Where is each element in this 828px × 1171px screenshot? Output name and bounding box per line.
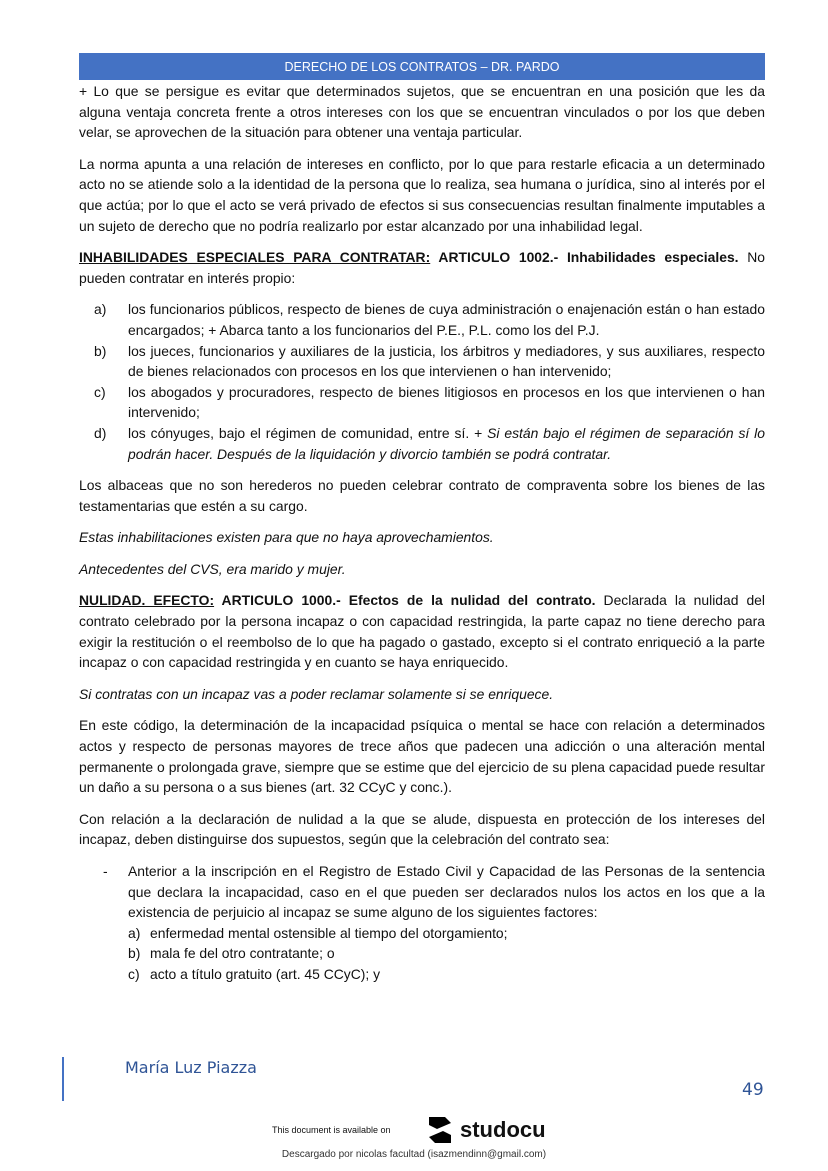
list-text: mala fe del otro contratante; o (150, 945, 335, 962)
list-text: enfermedad mental ostensible al tiempo del otorgamiento; (150, 924, 508, 941)
list-text: los abogados y procuradores, respecto de bienes litigiosos en procesos en los que intervienen o han intervenido; (128, 383, 765, 421)
paragraph (79, 590, 765, 672)
article-title: ARTICULO 1000.- Efectos de la nulidad del contrato. (214, 592, 596, 609)
paragraph: Los albaceas que no son herederos no pueden celebrar contrato de compraventa sobre los bienes de las testamentarias que estén a su cargo. (79, 477, 765, 514)
document-body (79, 81, 765, 985)
list-text: los jueces, funcionarios y auxiliares de la justicia, los árbitros y mediadores, y sus auxiliares, respecto de bienes relacionados con procesos en los que intervienen o han intervenido; (128, 342, 765, 380)
section-heading: NULIDAD. EFECTO: (79, 592, 215, 609)
list-item (79, 861, 765, 985)
list-item (128, 943, 765, 964)
availability-text: This document is available on (272, 1125, 391, 1135)
list-item (79, 299, 765, 340)
list-marker: b) (94, 342, 107, 359)
paragraph: La norma apunta a una relación de intereses en conflicto, por lo que para restarle eficacia a un determinado acto no se atiende solo a la identidad de la persona que lo realiza, sea humana o jurídica, sino al interés por el que actúa; por lo que el acto se verá privado de efectos si sus consecuencias resultan finalmente imputables a un sujeto de derecho que no podría realizarlo por estar alcanzado por una inhabilidad legal. (79, 155, 765, 234)
list-text: Anterior a la inscripción en el Registro de Estado Civil y Capacidad de las Personas de la sentencia que declara la incapacidad, caso en el que pueden ser declarados nulos los actos en los que a la existencia de perjuicio al incapaz se sume alguno de los siguientes factores: (128, 863, 765, 921)
page-header: DERECHO DE LOS CONTRATOS – DR. PARDO (79, 53, 765, 80)
footer-divider (62, 1057, 64, 1101)
paragraph (79, 247, 765, 288)
paragraph: Estas inhabilitaciones existen para que no haya aprovechamientos. (79, 529, 494, 546)
list-marker: a) (94, 301, 107, 318)
footer-author: María Luz Piazza (125, 1058, 257, 1077)
list-marker: a) (128, 924, 141, 941)
download-notice: Descargado por nicolas facultad (isazmendinn@gmail.com) (281, 1149, 547, 1160)
list-inhabilidades (79, 299, 765, 464)
list-item (79, 382, 765, 423)
paragraph-text: Declarada la nulidad del contrato celebrado por la persona incapaz o con capacidad restringida, la parte capaz no tiene derecho para exigir la restitución o el reembolso de lo que ha pagado o gastado, excepto si el contrato enriqueció a la parte incapaz o con capacidad restringida y en cuanto se haya enriquecido. (79, 592, 765, 671)
studocu-logo-icon (423, 1113, 457, 1147)
list-marker: d) (94, 424, 107, 441)
list-item (79, 423, 765, 464)
list-text-italic: Si están bajo el régimen de separación sí lo podrán hacer. Después de la liquidación y divorcio también se podrá contratar. (128, 424, 765, 462)
list-marker: c) (128, 965, 140, 982)
list-marker: c) (94, 383, 106, 400)
list-text: los cónyuges, bajo el régimen de comunidad, entre sí. + (128, 424, 488, 441)
paragraph: En este código, la determinación de la incapacidad psíquica o mental se hace con relación a determinados actos y respecto de personas mayores de trece años que padecen una adicción o una alteración mental permanente o prolongada grave, siempre que se estime que del ejercicio de su plena capacidad puede resultar un daño a su persona o a sus bienes (art. 32 CCyC y conc.). (79, 717, 765, 796)
list-text: los funcionarios públicos, respecto de bienes de cuya administración o enajenación están o han estado encargados; + Abarca tanto a los funcionarios del P.E., P.L. como los del P.J. (128, 301, 765, 338)
paragraph: + Lo que se persigue es evitar que determinados sujetos, que se encuentran en una posición que les da alguna ventaja concreta frente a otros intereses con los que se encuentran vinculados o por los que deben velar, se aprovechen de la situación para obtener una ventaja particular. (79, 83, 765, 141)
list-marker: b) (128, 945, 141, 962)
article-title: ARTICULO 1002.- Inhabilidades especiales. (430, 249, 739, 266)
list-text: acto a título gratuito (art. 45 CCyC); y (150, 965, 381, 982)
list-item (128, 964, 765, 985)
studocu-brand: studocu (460, 1117, 546, 1142)
paragraph-text: No pueden contratar en interés propio: (79, 249, 765, 286)
list-item (128, 923, 765, 944)
sub-list (128, 923, 765, 985)
list-marker: - (103, 863, 108, 879)
section-heading: INHABILIDADES ESPECIALES PARA CONTRATAR: (79, 249, 431, 266)
studocu-logo[interactable] (423, 1113, 546, 1147)
dash-list (79, 861, 765, 985)
list-item (79, 341, 765, 382)
paragraph: Si contratas con un incapaz vas a poder reclamar solamente si se enriquece. (79, 685, 554, 702)
paragraph: Antecedentes del CVS, era marido y mujer. (79, 560, 346, 577)
paragraph: Con relación a la declaración de nulidad a la que se alude, dispuesta en protección de los intereses del incapaz, deben distinguirse dos supuestos, según que la celebración del contrato sea: (79, 810, 765, 848)
page-number: 49 (742, 1080, 764, 1100)
